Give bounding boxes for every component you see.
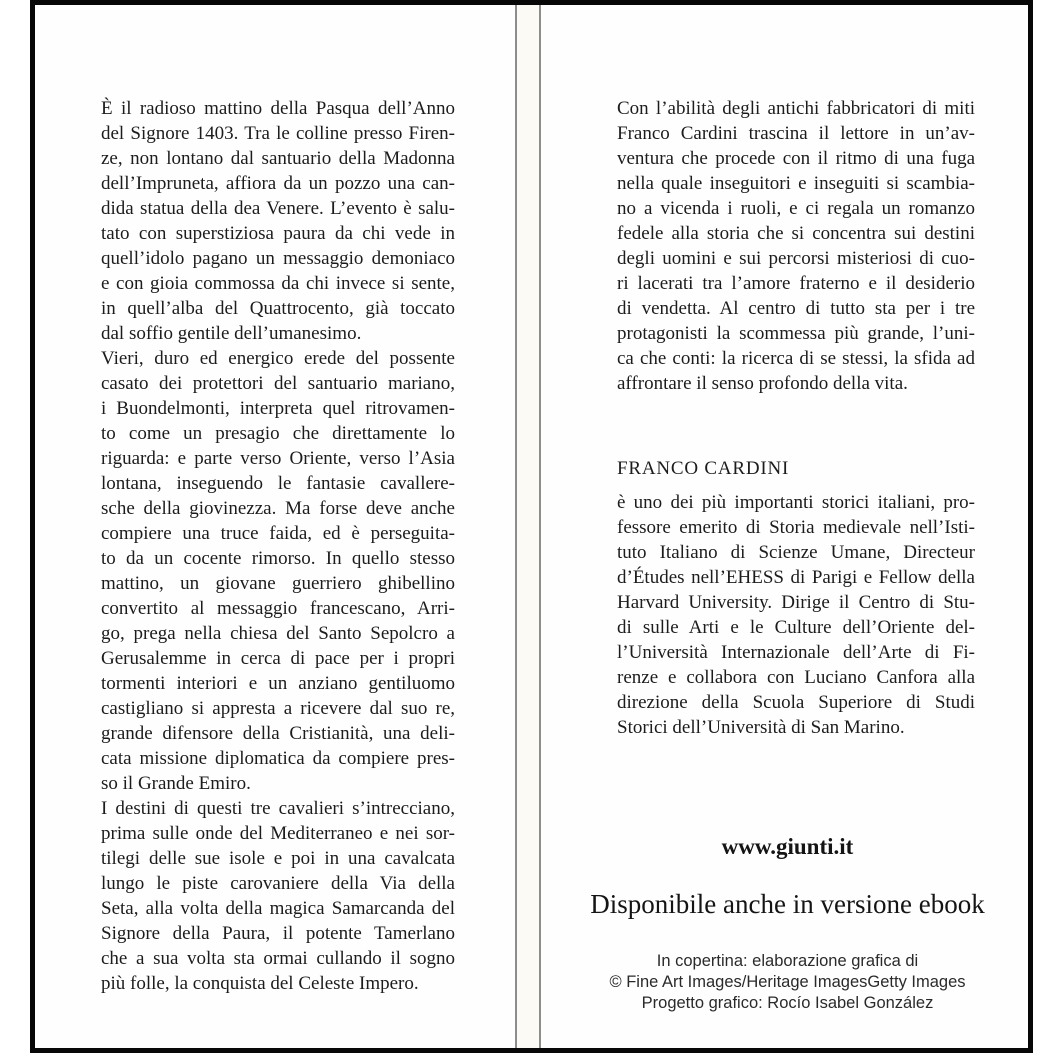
text-line: Progetto grafico: Rocío Isabel González bbox=[641, 994, 934, 1012]
text-line: ventura che procede con il ritmo di una fuga bbox=[617, 148, 975, 169]
publisher-website: www.giunti.it bbox=[721, 834, 854, 859]
text-line: Storici dell’Università di San Marino. bbox=[617, 717, 905, 738]
text-line: dell’Impruneta, affiora da un pozzo una can- bbox=[101, 173, 455, 194]
text-line: no a vicenda i ruoli, e ci regala un romanzo bbox=[617, 198, 975, 219]
text-line: convertito al messaggio francescano, Arri- bbox=[101, 598, 455, 619]
text-line: tuto Italiano di Scienze Umane, Directeur bbox=[617, 542, 975, 563]
text-line: to da un cocente rimorso. In quello stesso bbox=[101, 548, 455, 569]
text-line: Gerusalemme in cerca di pace per i propri bbox=[101, 648, 455, 669]
text-line: fedele alla storia che si concentra sui destini bbox=[617, 223, 975, 244]
synopsis-paragraph-1 bbox=[101, 96, 455, 346]
text-line: d’Études nell’EHESS di Parigi e Fellow della bbox=[617, 567, 975, 588]
spine-fold-line-left bbox=[515, 5, 517, 1048]
text-line: mattino, un giovane guerriero ghibellino bbox=[101, 573, 455, 594]
text-line: casato dei protettori del santuario mariano, bbox=[101, 373, 455, 394]
text-line: più folle, la conquista del Celeste Impero. bbox=[101, 973, 419, 994]
right-flap-review-paragraph bbox=[617, 96, 975, 396]
text-line: I destini di questi tre cavalieri s’intrecciano, bbox=[101, 798, 455, 819]
ebook-availability-note: Disponibile anche in versione ebook bbox=[590, 889, 985, 919]
text-line: In copertina: elaborazione grafica di bbox=[656, 952, 919, 970]
spine-fold-line-right bbox=[539, 5, 541, 1048]
text-line: di sulle Arti e le Culture dell’Oriente del- bbox=[617, 617, 975, 638]
text-line: lontana, inseguendo le fantasie cavallere- bbox=[101, 473, 455, 494]
text-line: protagonisti la scommessa più grande, l’uni- bbox=[617, 323, 975, 344]
text-line: Seta, alla volta della magica Samarcanda del bbox=[101, 898, 455, 919]
text-line: ze, non lontano dal santuario della Madonna bbox=[101, 148, 455, 169]
text-line: renze e collabora con Luciano Canfora alla bbox=[617, 667, 975, 688]
text-line: in quell’alba del Quattrocento, già toccato bbox=[101, 298, 455, 319]
text-line: to come un presagio che direttamente lo bbox=[101, 423, 455, 444]
synopsis-paragraph-3 bbox=[101, 796, 455, 996]
left-flap-synopsis bbox=[101, 96, 455, 996]
text-line: tilegi delle sue isole e poi in una cavalcata bbox=[101, 848, 455, 869]
text-line: ca che conti: la ricerca di se stessi, la sfida ad bbox=[617, 348, 975, 369]
text-line: di vendetta. Al centro di tutto sta per i tre bbox=[617, 298, 975, 319]
text-line: © Fine Art Images/Heritage ImagesGetty Images bbox=[609, 973, 966, 991]
text-line: quell’idolo pagano un messaggio demoniaco bbox=[101, 248, 455, 269]
text-line: tormenti interiori e un anziano gentiluomo bbox=[101, 673, 455, 694]
text-line: È il radioso mattino della Pasqua dell’Anno bbox=[101, 98, 455, 119]
text-line: del Signore 1403. Tra le colline presso Firen- bbox=[101, 123, 455, 144]
text-line: castigliano si appresta a ricevere dal suo re, bbox=[101, 698, 455, 719]
text-line: dal soffio gentile dell’umanesimo. bbox=[101, 323, 362, 344]
text-line: tato con superstiziosa paura da chi vede in bbox=[101, 223, 455, 244]
text-line: affrontare il senso profondo della vita. bbox=[617, 373, 908, 394]
text-line: è uno dei più importanti storici italiani, pro- bbox=[617, 492, 975, 513]
text-line: sche della giovinezza. Ma forse deve anche bbox=[101, 498, 455, 519]
text-line: l’Università Internazionale dell’Arte di Fi- bbox=[617, 642, 975, 663]
text-line: Con l’abilità degli antichi fabbricatori di miti bbox=[617, 98, 975, 119]
text-line: lungo le piste carovaniere della Via della bbox=[101, 873, 455, 894]
spine-fold-strip bbox=[517, 5, 540, 1048]
author-bio-paragraph bbox=[617, 490, 975, 740]
text-line: Signore della Paura, il potente Tamerlano bbox=[101, 923, 455, 944]
text-line: riguarda: e parte verso Oriente, verso l’Asia bbox=[101, 448, 455, 469]
text-line: ri lacerati tra l’amore fraterno e il desiderio bbox=[617, 273, 975, 294]
synopsis-paragraph-2 bbox=[101, 346, 455, 796]
text-line: che a sua volta sta ormai cullando il sogno bbox=[101, 948, 455, 969]
text-line: fessore emerito di Storia medievale nell’Isti- bbox=[617, 517, 975, 538]
cover-credits bbox=[545, 951, 1030, 1014]
text-line: prima sulle onde del Mediterraneo e nei sor- bbox=[101, 823, 455, 844]
text-line: degli uomini e sui percorsi misteriosi di cuo- bbox=[617, 248, 975, 269]
text-line: compiere una truce faida, ed è perseguita- bbox=[101, 523, 455, 544]
text-line: dida statua della dea Venere. L’evento è salu- bbox=[101, 198, 455, 219]
text-line: Franco Cardini trascina il lettore in un’av- bbox=[617, 123, 975, 144]
text-line: cata missione diplomatica da compiere pres- bbox=[101, 748, 455, 769]
author-name-heading: FRANCO CARDINI bbox=[617, 458, 790, 479]
text-line: go, prega nella chiesa del Santo Sepolcro a bbox=[101, 623, 455, 644]
text-line: i Buondelmonti, interpreta quel ritrovamen- bbox=[101, 398, 455, 419]
text-line: so il Grande Emiro. bbox=[101, 773, 251, 794]
text-line: grande difensore della Cristianità, una deli- bbox=[101, 723, 455, 744]
text-line: Harvard University. Dirige il Centro di Stu- bbox=[617, 592, 975, 613]
text-line: e con gioia commossa da chi invece si sente, bbox=[101, 273, 455, 294]
text-line: Vieri, duro ed energico erede del possente bbox=[101, 348, 455, 369]
text-line: direzione della Scuola Superiore di Studi bbox=[617, 692, 975, 713]
text-line: nella quale inseguitori e inseguiti si scambia- bbox=[617, 173, 975, 194]
